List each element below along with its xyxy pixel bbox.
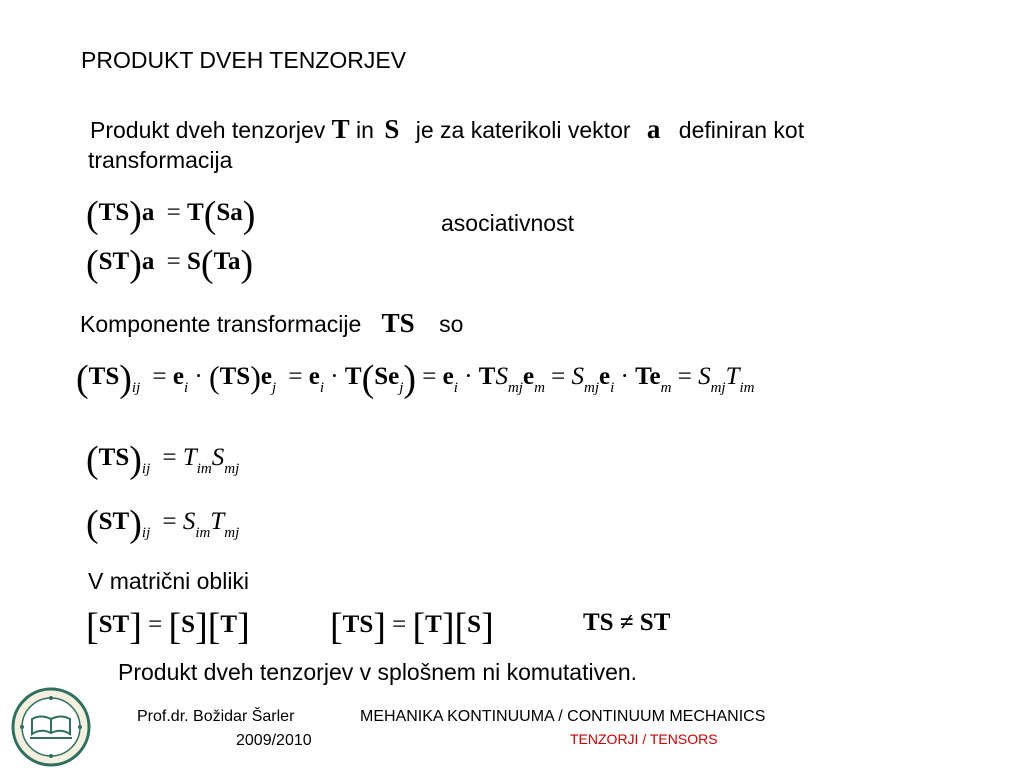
university-seal-icon [10,686,92,768]
page-title: PRODUKT DVEH TENZORJEV [81,47,407,73]
university-logo [10,686,92,768]
intro-middle: je za katerikoli vektor [415,117,631,143]
intro-in: in [356,117,374,143]
matrix-equation-1: [ST] = [S][T] [86,606,250,648]
matrix-equation-2: [TS] = [T][S] [330,606,494,648]
matrix-label: V matrični obliki [88,568,250,594]
intro-prefix: Produkt dveh tenzorjev [90,117,326,143]
footer-author: Prof.dr. Božidar Šarler [137,708,295,725]
assoc-equation-2: (ST)a = S(Ta) [86,243,254,285]
component-equation-ts: $(TS)_{ij} = T_{im}S_{mj}$ [86,439,240,481]
intro-line-1 [90,114,804,145]
components-suffix: so [439,311,464,337]
component-equation-long: $(TS)_{ij} = e_i \cdot (TS)e_j = e_i \cdot T(Se_j) = e_i \cdot TS_{mj}e_m = S_{mj}e_i \cdot Te_m = S_{mj}T_{im}$ [76,358,755,400]
components-line [80,308,463,339]
footer-course: MEHANIKA KONTINUUMA / CONTINUUM MECHANICS [360,708,766,725]
footer-year: 2009/2010 [236,732,312,749]
tensor-T-symbol: T [331,114,350,144]
components-prefix: Komponente transformacije [80,311,362,337]
footer-topic: TENZORJI / TENSORS [570,731,718,747]
assoc-equation-1: (TS)a = T(Sa) [86,194,256,236]
conclusion-text: Produkt dveh tenzorjev v splošnem ni komutativen. [118,659,638,685]
assoc-label: asociativnost [441,210,574,236]
intro-line-2: transformacija [88,147,233,173]
components-TS-symbol: TS [381,308,415,338]
vector-a-symbol: a [646,114,661,144]
non-commutative-relation: TS ≠ ST [583,609,671,636]
tensor-S-symbol: S [384,114,400,144]
component-equation-st: $(ST)_{ij} = S_{im}T_{mj}$ [86,503,240,545]
intro-suffix: definiran kot [678,117,805,143]
